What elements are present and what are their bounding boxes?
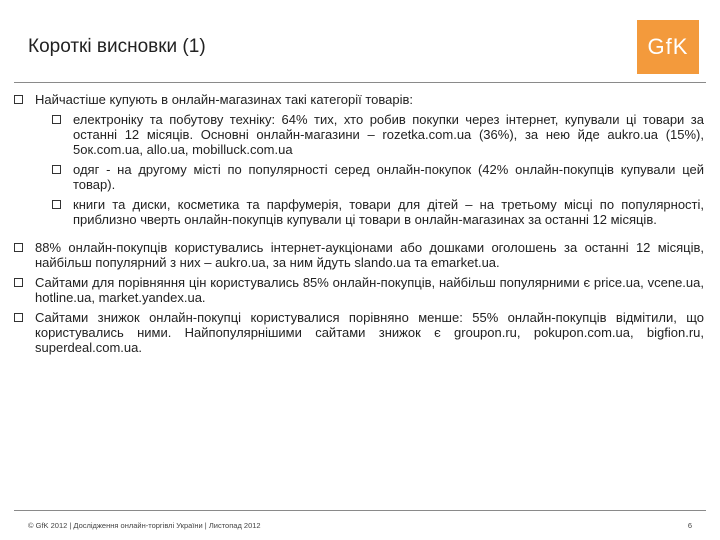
bullet-text: 88% онлайн-покупців користувались інтернет-аукціонами або дошками оголошень за останні 12 місяців, найбільш популярний з них – aukro.ua, за ним йдуть slando.ua та emarket.ua. <box>35 240 704 270</box>
footer-divider <box>14 510 706 511</box>
sub-bullet-item <box>52 112 704 157</box>
checkbox-bullet-icon <box>14 278 23 287</box>
checkbox-bullet-icon <box>52 200 61 209</box>
checkbox-bullet-icon <box>14 313 23 322</box>
bullet-text: Сайтами знижок онлайн-покупці користувалися порівняно менше: 55% онлайн-покупців відмітили, що користувались ними. Найпопулярнішими сайтами знижок є groupon.ru, pokupon.com.ua, bigfion.ru, superdeal.com.ua. <box>35 310 704 355</box>
checkbox-bullet-icon <box>52 165 61 174</box>
page-number: 6 <box>687 521 692 530</box>
sub-bullet-item <box>52 162 704 192</box>
header-divider <box>14 82 706 83</box>
bullet-item <box>14 240 704 270</box>
bullet-text: Сайтами для порівняння цін користувались 85% онлайн-покупців, найбільш популярними є price.ua, vcene.ua, hotline.ua, market.yandex.ua. <box>35 275 704 305</box>
page-title: Короткі висновки (1) <box>28 36 206 57</box>
logo-text: GfK <box>647 34 689 59</box>
bullet-item <box>14 275 704 305</box>
sub-bullet-text: електроніку та побутову техніку: 64% тих, хто робив покупки через інтернет, купували ці товари за останні 12 місяців. Основні онлайн-магазини – rozetka.com.ua (36%), за нею йде aukro.ua (15%), 5ок.com.ua, allo.ua, mobilluck.com.ua <box>73 112 704 157</box>
gfk-logo <box>637 20 699 74</box>
sub-bullet-text: одяг - на другому місті по популярності серед онлайн-покупок (42% онлайн-покупців купували цей товар). <box>73 162 704 192</box>
checkbox-bullet-icon <box>52 115 61 124</box>
bullet-item <box>14 310 704 355</box>
checkbox-bullet-icon <box>14 243 23 252</box>
checkbox-bullet-icon <box>14 95 23 104</box>
sub-bullet-item <box>52 197 704 227</box>
footer-copyright: © GfK 2012 | Дослідження онлайн-торгівлі України | Листопад 2012 <box>28 521 261 530</box>
bullet-item <box>14 92 704 107</box>
sub-bullet-text: книги та диски, косметика та парфумерія, товари для дітей – на третьому місці по популярності, приблизно чверть онлайн-покупців купували ці товари в онлайн-магазинах за останні 12 місяців. <box>73 197 704 227</box>
slide-content <box>14 92 704 360</box>
bullet-text: Найчастіше купують в онлайн-магазинах такі категорії товарів: <box>35 92 414 107</box>
